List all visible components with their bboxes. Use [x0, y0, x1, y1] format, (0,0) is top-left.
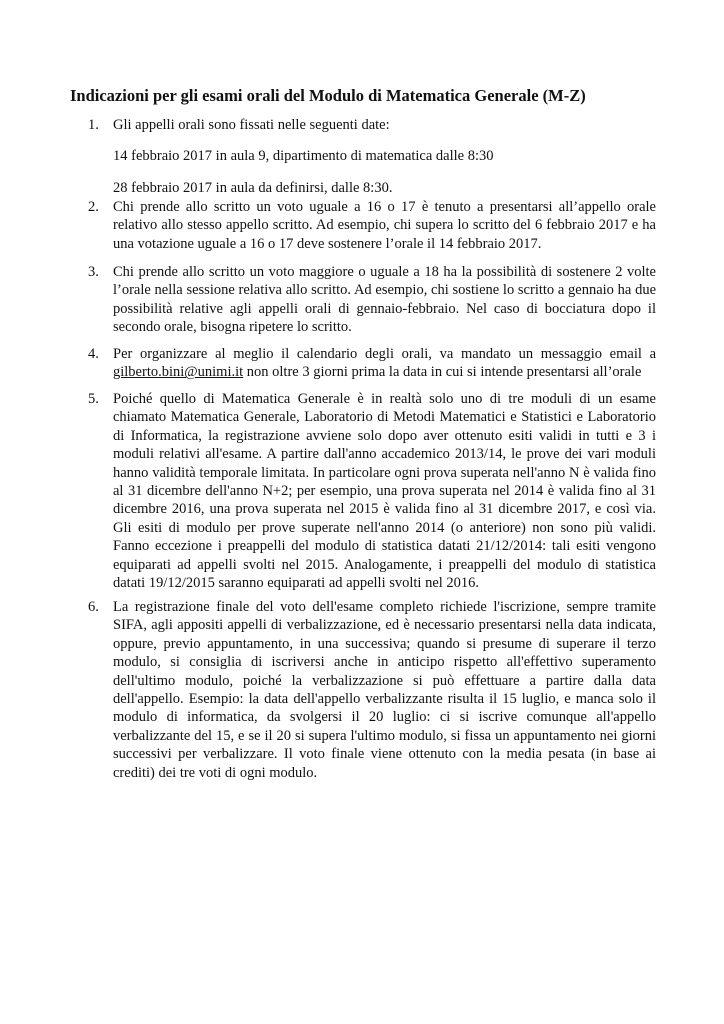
list-item-text: Poiché quello di Matematica Generale è in realtà solo uno di tre moduli di un esame chiamato Matematica Generale, Laboratorio di Metodi Matematici e Statistici e Laboratorio di Informatica, la registrazione avviene solo dopo aver ottenuto esiti validi in tutti e 3 i moduli relativi all'esame. A partire dall'anno accademico 2013/14, le prove dei vari moduli hanno validità temporale limitata. In particolare ogni prova superata nell'anno N è valida fino al 31 dicembre dell'anno N+2; per esempio, una prova superata nel 2014 è valida fino al 31 dicembre 2016, una prova superata nel 2015 è valida fino al 31 dicembre 2017, e così via. Gli esiti di modulo per prove superate nell'anno 2014 (o anteriore) non sono più validi. Fanno eccezione i preappelli del modulo di statistica datati 21/12/2014: tali esiti vengono equiparati ad appelli svolti nel 2015. Analogamente, i preappelli del modulo di statistica datati 19/12/2015 saranno equiparati ad appelli svolti nel 2016.: [113, 391, 656, 592]
list-item-number: 6.: [88, 599, 99, 615]
exam-date-2: 28 febbraio 2017 in aula da definirsi, dalle 8:30.: [113, 179, 393, 196]
list-item-number: 1.: [88, 117, 99, 133]
list-item-number: 4.: [88, 346, 99, 362]
list-item-text: Chi prende allo scritto un voto uguale a 16 o 17 è tenuto a presentarsi all’appello orale relativo allo stesso appello scritto. Ad esempio, chi supera lo scritto del 6 febbraio 2017 e ha una votazione uguale a 16 o 17 deve sostenere l’orale il 14 febbraio 2017.: [113, 199, 656, 252]
page-title: Indicazioni per gli esami orali del Modulo di Matematica Generale (M-Z): [70, 86, 586, 105]
list-item-text: La registrazione finale del voto dell'esame completo richiede l'iscrizione, sempre tramite SIFA, agli appositi appelli di verbalizzazione, ed è necessario presentarsi nella data indicata, oppure, previo appuntamento, in una successiva; quando si presume di superare il terzo modulo, si consiglia di iscriversi anche in anticipo rispetto all'effettivo superamento dell'ultimo modulo, poiché la verbalizzazione si può effettuare a partire dalla data dell'appello. Esempio: la data dell'appello verbalizzante risulta il 15 luglio, e manca solo il modulo di informatica, da svolgersi il 20 luglio: ci si iscrive comunque all'appello verbalizzante del 15, e se il 20 si supera l'ultimo modulo, si fissa un appuntamento nei giorni successivi per verbalizzare. Il voto finale viene ottenuto con la media pesata (in base ai crediti) dei tre voti di ogni modulo.: [113, 599, 656, 781]
list-item-text: [113, 345, 656, 382]
list-item-text: Chi prende allo scritto un voto maggiore o uguale a 18 ha la possibilità di sostenere 2 volte l’orale nella sessione relativa allo scritto. Ad esempio, chi sostiene lo scritto a gennaio ha due possibilità relative agli appelli orali di gennaio-febbraio. Nel caso di bocciatura dopo il secondo orale, bisogna ripetere lo scritto.: [113, 264, 656, 336]
list-item-number: 3.: [88, 264, 99, 280]
email-instruction-text: Per organizzare al meglio il calendario degli orali, va mandato un messaggio email a: [113, 346, 656, 362]
list-item-body: [113, 116, 656, 197]
exam-dates-intro: Gli appelli orali sono fissati nelle seguenti date:: [113, 117, 390, 133]
exam-date-1: 14 febbraio 2017 in aula 9, dipartimento di matematica dalle 8:30: [113, 148, 494, 165]
list-item-number: 5.: [88, 391, 99, 407]
email-instruction-text-after: non oltre 3 giorni prima la data in cui si intende presentarsi all’orale: [243, 364, 642, 381]
list-item-number: 2.: [88, 199, 99, 215]
email-link[interactable]: gilberto.bini@unimi.it: [113, 364, 244, 381]
